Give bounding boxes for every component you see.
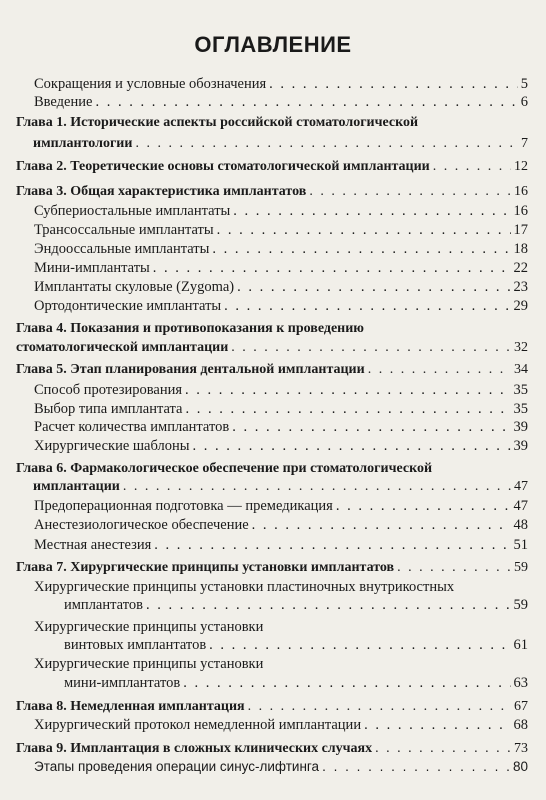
toc-entry-line [34, 516, 528, 534]
toc-page-number: 16 [513, 203, 528, 219]
toc-page-number: 18 [513, 241, 528, 257]
toc-entry-text: Введение [34, 94, 93, 110]
page-title: ОГЛАВЛЕНИЕ [194, 32, 352, 57]
dot-leader [185, 381, 510, 399]
toc-page-number: 6 [520, 94, 528, 110]
dot-leader [364, 716, 510, 734]
toc-entry-text: Расчет количества имплантатов [34, 419, 230, 435]
toc-entry-text: Мини-имплантаты [34, 260, 150, 276]
toc-entry-line [34, 400, 528, 418]
toc-entry-text: имплантации [33, 479, 120, 494]
toc-entry-text: имплантологии [33, 136, 133, 151]
toc-entry-text: Хирургические принципы установки [34, 656, 264, 672]
toc-entry-text: Способ протезирования [34, 382, 183, 398]
toc-entry-line [33, 478, 528, 496]
toc-entry-text: Сокращения и условные обозначения [34, 76, 267, 92]
toc-entry-text: Хирургические шаблоны [34, 438, 190, 454]
toc-entry-text: Хирургический протокол немедленной имплантации [34, 717, 362, 733]
toc-entry-text: Предоперационная подготовка — премедикация [34, 498, 333, 514]
dot-leader [231, 339, 511, 357]
toc-entry-line [64, 636, 528, 654]
toc-page-number: 67 [514, 699, 528, 714]
toc-page-number: 39 [513, 438, 528, 454]
toc-entry-line [34, 381, 528, 399]
toc-page-number: 35 [513, 401, 528, 417]
toc-page-number: 73 [514, 741, 528, 756]
toc-page-number: 34 [514, 362, 528, 377]
toc-entry-line [64, 596, 528, 614]
dot-leader [185, 400, 510, 418]
toc-entry-text: Хирургические принципы установки пластиночных внутрикостных [34, 579, 455, 595]
toc-entry-text: имплантатов [64, 597, 143, 613]
toc-entry-line [34, 497, 528, 515]
toc-page-number: 68 [513, 717, 528, 733]
toc-entry-text: Трансоссальные имплантаты [34, 222, 214, 238]
toc-entry-text: Анестезиологическое обеспечение [34, 517, 249, 533]
toc-page-number: 51 [513, 537, 528, 553]
dot-leader [154, 536, 510, 554]
toc-entry-text: Глава 3. Общая характеристика имплантатов [16, 184, 307, 199]
toc-entry-line [64, 674, 528, 692]
dot-leader [375, 740, 511, 758]
toc-page-number: 35 [513, 382, 528, 398]
toc-page-number: 22 [513, 260, 528, 276]
dot-leader [336, 497, 511, 515]
toc-entry-text: Эндооссальные имплантаты [34, 241, 210, 257]
toc-entry-text: Глава 1. Исторические аспекты российской стоматологической [16, 115, 419, 130]
toc-entry-line [16, 559, 528, 577]
toc-entry-text: Субпериостальные имплантаты [34, 203, 231, 219]
toc-page-number: 5 [520, 76, 528, 92]
dot-leader [232, 418, 510, 436]
dot-leader [237, 278, 510, 296]
toc-entry-line [16, 158, 528, 176]
dot-leader [146, 596, 511, 614]
toc-entry-text: Этапы проведения операции синус-лифтинга [34, 759, 320, 774]
toc-page-number: 63 [513, 675, 528, 691]
toc-entry-line [34, 758, 528, 776]
toc-entry-text: Глава 9. Имплантация в сложных клинических случаях [16, 741, 373, 756]
toc-entry-text: Имплантаты скуловые (Zygoma) [34, 279, 235, 295]
toc-entry-line [34, 716, 528, 734]
toc-page-number: 39 [513, 419, 528, 435]
toc-page-number: 7 [521, 136, 528, 151]
dot-leader [224, 297, 510, 315]
toc-entry-line [34, 240, 528, 258]
dot-leader [212, 240, 510, 258]
toc-entry-line [34, 418, 528, 436]
toc-page-number: 48 [513, 517, 528, 533]
toc-page-number: 59 [514, 560, 528, 575]
toc-page-number: 23 [513, 279, 528, 295]
toc-page-number: 12 [514, 159, 528, 174]
dot-leader [209, 636, 510, 654]
toc-entry-text: мини-имплантатов [64, 675, 181, 691]
toc-entry-text: Глава 7. Хирургические принципы установки имплантатов [16, 560, 395, 575]
toc-entry-line [34, 259, 528, 277]
dot-leader [135, 135, 518, 153]
toc-entry-text: Глава 8. Немедленная имплантация [16, 699, 245, 714]
toc-entry-line [34, 437, 528, 455]
dot-leader [183, 674, 510, 692]
toc-page-number: 32 [514, 340, 528, 355]
toc-entry-line [34, 278, 528, 296]
dot-leader [309, 183, 511, 201]
toc-entry-text: Глава 6. Фармакологическое обеспечение при стоматологической [16, 461, 433, 476]
toc-entry-text: Глава 2. Теоретические основы стоматологической имплантации [16, 159, 430, 174]
dot-leader [233, 202, 510, 220]
toc-entry-line [34, 93, 528, 111]
toc-entry-line [16, 339, 528, 357]
toc-entry-text: Глава 5. Этап планирования дентальной имплантации [16, 362, 365, 377]
toc-entry-line [34, 202, 528, 220]
toc-entry-line [16, 740, 528, 758]
toc-entry-line [16, 698, 528, 716]
toc-entry-text: Выбор типа имплантата [34, 401, 183, 417]
dot-leader [123, 478, 511, 496]
dot-leader [397, 559, 511, 577]
dot-leader [368, 361, 511, 379]
toc-entry-text: Глава 4. Показания и противопоказания к проведению [16, 321, 365, 336]
toc-entry-text: Местная анестезия [34, 537, 152, 553]
toc-entry-line [34, 221, 528, 239]
dot-leader [153, 259, 511, 277]
toc-entry-line [34, 536, 528, 554]
toc-page-number: 47 [513, 498, 528, 514]
toc-entry-line [33, 135, 528, 153]
toc-page-number: 61 [513, 637, 528, 653]
toc-entry-line [34, 75, 528, 93]
toc-entry-line [16, 361, 528, 379]
dot-leader [269, 75, 518, 93]
toc-entry-text: винтовых имплантатов [64, 637, 207, 653]
dot-leader [322, 758, 510, 776]
toc-page-number: 47 [514, 479, 528, 494]
toc-entry-text: Ортодонтические имплантаты [34, 298, 222, 314]
toc-entry-line [34, 297, 528, 315]
toc-page-number: 17 [513, 222, 528, 238]
toc-entry-line [16, 183, 528, 201]
dot-leader [95, 93, 517, 111]
toc-page-number: 29 [513, 298, 528, 314]
dot-leader [193, 437, 511, 455]
dot-leader [252, 516, 511, 534]
toc-page-number: 80 [512, 759, 528, 774]
toc-page-number: 16 [514, 184, 528, 199]
dot-leader [248, 698, 511, 716]
dot-leader [217, 221, 511, 239]
toc-page-number: 59 [513, 597, 528, 613]
toc-entry-text: стоматологической имплантации [16, 340, 229, 355]
toc-entry-text: Хирургические принципы установки [34, 619, 264, 635]
dot-leader [433, 158, 511, 176]
